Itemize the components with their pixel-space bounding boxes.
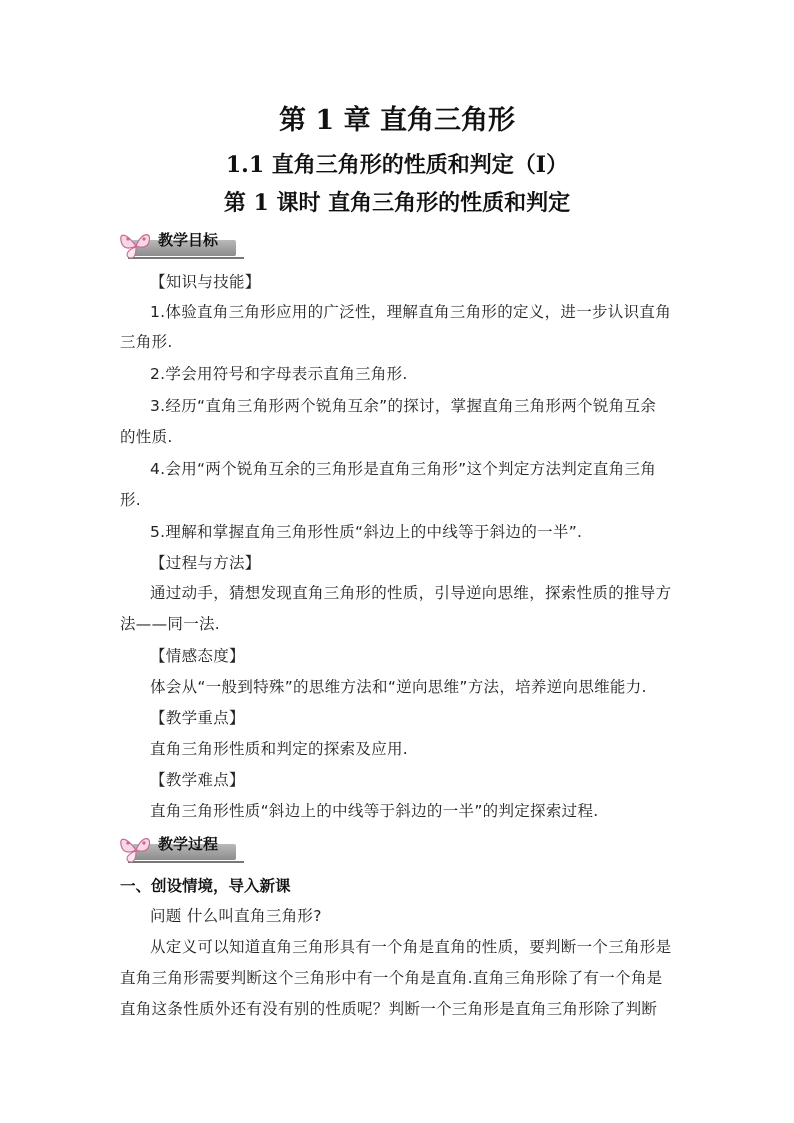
lesson-title: 第 1 课时 直角三角形的性质和判定	[223, 190, 571, 216]
goal-4-line-2: 形.	[120, 491, 142, 509]
goal-1-line-2: 三角形.	[120, 333, 173, 351]
process-method-line-1: 通过动手，猜想发现直角三角形的性质，引导逆向思维，探索性质的推导方	[150, 584, 672, 602]
process-badge-label: 教学过程	[158, 835, 219, 853]
difficulty-text: 直角三角形性质“斜边上的中线等于斜边的一半”的判定探索过程.	[150, 802, 599, 820]
key-point-text: 直角三角形性质和判定的探索及应用.	[150, 740, 409, 758]
goal-3-line-1: 3.经历“直角三角形两个锐角互余”的探讨，掌握直角三角形两个锐角互余	[150, 397, 657, 415]
butterfly-icon	[116, 830, 156, 866]
section-title: 1.1 直角三角形的性质和判定（Ⅰ）	[225, 152, 569, 178]
key-point-heading: 【教学重点】	[150, 709, 245, 727]
goal-1-line-1: 1.体验直角三角形应用的广泛性，理解直角三角形的定义，进一步认识直角	[150, 303, 671, 321]
chapter-title: 第 1 章 直角三角形	[279, 105, 515, 136]
body-line-2: 直角三角形需要判断这个三角形中有一个角是直角.直角三角形除了有一个角是	[120, 969, 663, 987]
goal-4-line-1: 4.会用“两个锐角互余的三角形是直角三角形”这个判定方法判定直角三角	[150, 460, 657, 478]
process-badge	[116, 830, 242, 864]
body-line-3: 直角这条性质外还有没有别的性质呢？判断一个三角形是直角三角形除了判断	[120, 1000, 658, 1018]
goal-2: 2.学会用符号和字母表示直角三角形.	[150, 365, 408, 383]
difficulty-heading: 【教学难点】	[150, 771, 245, 789]
emotion-text: 体会从“一般到特殊”的思维方法和“逆向思维”方法，培养逆向思维能力.	[150, 678, 647, 696]
process-method-line-2: 法——同一法.	[120, 615, 221, 633]
goals-badge-label: 教学目标	[158, 231, 219, 249]
process-method-heading: 【过程与方法】	[150, 554, 261, 572]
goal-3-line-2: 的性质.	[120, 428, 173, 446]
body-line-1: 从定义可以知道直角三角形具有一个角是直角的性质，要判断一个三角形是	[150, 938, 672, 956]
goals-badge	[116, 226, 242, 260]
section-1-heading: 一、创设情境，导入新课	[120, 877, 291, 895]
emotion-heading: 【情感态度】	[150, 647, 245, 665]
butterfly-icon	[116, 226, 156, 262]
goal-5: 5.理解和掌握直角三角形性质“斜边上的中线等于斜边的一半”.	[150, 523, 583, 541]
question-text: 问题 什么叫直角三角形?	[150, 907, 322, 925]
knowledge-heading: 【知识与技能】	[150, 273, 261, 291]
